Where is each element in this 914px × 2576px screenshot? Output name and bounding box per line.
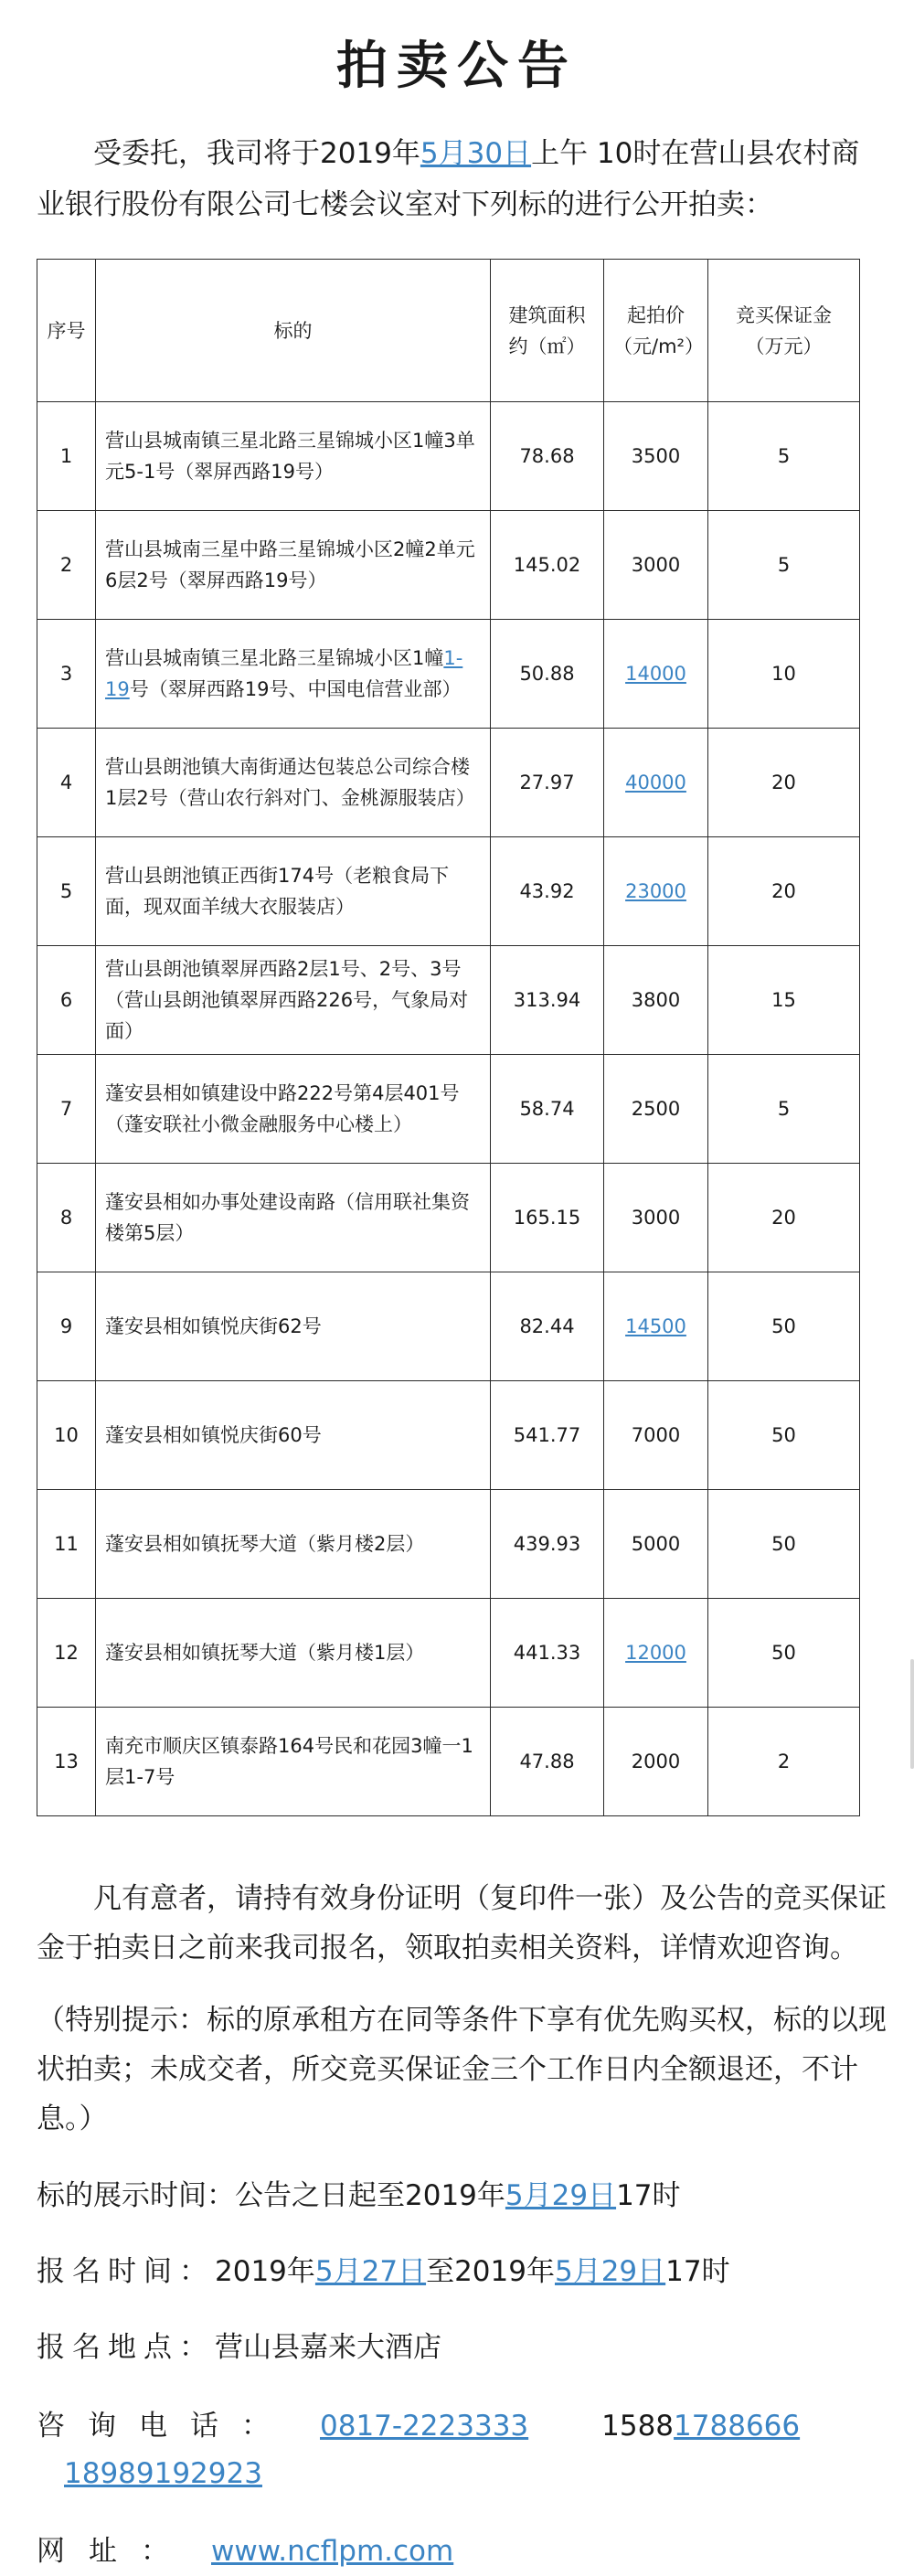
cell-item: 蓬安县相如镇建设中路222号第4层401号（蓬安联社小微金融服务中心楼上） bbox=[96, 1055, 491, 1164]
phone-link-3[interactable]: 18989192923 bbox=[64, 2457, 262, 2490]
table-row bbox=[37, 1164, 860, 1272]
cell-item-pre: 营山县城南镇三星北路三星锦城小区1幢 bbox=[105, 647, 444, 669]
cell-area: 145.02 bbox=[491, 511, 604, 620]
cell-deposit: 50 bbox=[708, 1272, 860, 1381]
cell-item: 营山县城南镇三星北路三星锦城小区1幢3单元5-1号（翠屏西路19号） bbox=[96, 402, 491, 511]
intro-prefix: 受委托，我司将于2019年 bbox=[93, 137, 420, 170]
intro-paragraph bbox=[37, 128, 887, 230]
table-row bbox=[37, 1599, 860, 1708]
website-label: 网址： bbox=[37, 2535, 193, 2568]
table-row bbox=[37, 1272, 860, 1381]
phone-label: 咨询电话： bbox=[37, 2410, 292, 2443]
price-link[interactable]: 14000 bbox=[625, 663, 686, 685]
display-date-link[interactable]: 5月29日 bbox=[505, 2179, 617, 2212]
phone-link-2[interactable]: 1788666 bbox=[674, 2410, 801, 2443]
table-row bbox=[37, 1708, 860, 1816]
price-link[interactable]: 23000 bbox=[625, 880, 686, 902]
table-row bbox=[37, 402, 860, 511]
cell-price bbox=[604, 1599, 708, 1708]
cell-price: 2000 bbox=[604, 1708, 708, 1816]
cell-no: 7 bbox=[37, 1055, 96, 1164]
cell-price: 3500 bbox=[604, 402, 708, 511]
cell-area: 165.15 bbox=[491, 1164, 604, 1272]
phone-2-prefix: 1588 bbox=[601, 2410, 675, 2443]
cell-area: 50.88 bbox=[491, 620, 604, 729]
cell-item: 营山县城南三星中路三星锦城小区2幢2单元6层2号（翠屏西路19号） bbox=[96, 511, 491, 620]
cell-item-post: 号（翠屏西路19号、中国电信营业部） bbox=[129, 678, 462, 700]
cell-price: 3000 bbox=[604, 1164, 708, 1272]
cell-item: 营山县朗池镇翠屏西路2层1号、2号、3号（营山县朗池镇翠屏西路226号，气象局对面） bbox=[96, 946, 491, 1055]
cell-deposit: 20 bbox=[708, 1164, 860, 1272]
cell-area: 78.68 bbox=[491, 402, 604, 511]
table-row bbox=[37, 1055, 860, 1164]
notice-paragraph: 凡有意者，请持有效身份证明（复印件一张）及公告的竞买保证金于拍卖日之前来我司报名，领取拍卖相关资料，详情欢迎咨询。 bbox=[37, 1882, 887, 1964]
cell-deposit: 5 bbox=[708, 1055, 860, 1164]
registration-time-label: 报名时间： bbox=[37, 2255, 215, 2288]
cell-area: 82.44 bbox=[491, 1272, 604, 1381]
cell-no: 2 bbox=[37, 511, 96, 620]
cell-price bbox=[604, 837, 708, 946]
cell-area: 541.77 bbox=[491, 1381, 604, 1490]
cell-price bbox=[604, 1272, 708, 1381]
registration-place-line bbox=[37, 2323, 887, 2372]
cell-area: 47.88 bbox=[491, 1708, 604, 1816]
cell-item: 营山县朗池镇大南街通达包装总公司综合楼1层2号（营山农行斜对门、金桃源服装店） bbox=[96, 729, 491, 837]
cell-no: 4 bbox=[37, 729, 96, 837]
cell-deposit: 20 bbox=[708, 729, 860, 837]
table-row bbox=[37, 837, 860, 946]
auction-date-link[interactable]: 5月30日 bbox=[420, 137, 532, 170]
cell-price bbox=[604, 620, 708, 729]
cell-price: 3800 bbox=[604, 946, 708, 1055]
website-link[interactable]: www.ncflpm.com bbox=[211, 2535, 454, 2568]
display-time-line bbox=[37, 2171, 887, 2220]
auction-items-table bbox=[37, 259, 860, 1816]
cell-deposit: 10 bbox=[708, 620, 860, 729]
cell-item: 蓬安县相如镇悦庆街60号 bbox=[96, 1381, 491, 1490]
table-row bbox=[37, 1490, 860, 1599]
header-deposit: 竞买保证金 （万元） bbox=[708, 260, 860, 402]
cell-no: 11 bbox=[37, 1490, 96, 1599]
cell-item: 蓬安县相如镇悦庆街62号 bbox=[96, 1272, 491, 1381]
cell-price: 5000 bbox=[604, 1490, 708, 1599]
cell-deposit: 5 bbox=[708, 511, 860, 620]
page-title: 拍卖公告 bbox=[336, 37, 578, 96]
price-link[interactable]: 12000 bbox=[625, 1642, 686, 1664]
phone-line bbox=[37, 2402, 887, 2497]
cell-no: 13 bbox=[37, 1708, 96, 1816]
registration-place-label: 报名地点： bbox=[37, 2331, 215, 2364]
table-row bbox=[37, 729, 860, 837]
cell-price: 2500 bbox=[604, 1055, 708, 1164]
cell-no: 12 bbox=[37, 1599, 96, 1708]
registration-start-date-link[interactable]: 5月27日 bbox=[314, 2255, 427, 2288]
cell-no: 3 bbox=[37, 620, 96, 729]
table-row bbox=[37, 1381, 860, 1490]
cell-item: 蓬安县相如镇抚琴大道（紫月楼1层） bbox=[96, 1599, 491, 1708]
registration-time-suffix: 17时 bbox=[665, 2255, 730, 2288]
cell-deposit: 5 bbox=[708, 402, 860, 511]
special-tip-paragraph: （特别提示：标的原承租方在同等条件下享有优先购买权，标的以现状拍卖；未成交者，所交竞买保证金三个工作日内全额退还，不计息。） bbox=[37, 2004, 887, 2135]
cell-item: 蓬安县相如镇抚琴大道（紫月楼2层） bbox=[96, 1490, 491, 1599]
cell-no: 10 bbox=[37, 1381, 96, 1490]
registration-mid: 至2019年 bbox=[426, 2255, 555, 2288]
cell-item bbox=[96, 620, 491, 729]
header-no: 序号 bbox=[37, 260, 96, 402]
cell-price bbox=[604, 729, 708, 837]
header-area: 建筑面积约（㎡） bbox=[491, 260, 604, 402]
cell-no: 6 bbox=[37, 946, 96, 1055]
cell-area: 58.74 bbox=[491, 1055, 604, 1164]
cell-item: 营山县朗池镇正西街174号（老粮食局下面，现双面羊绒大衣服装店） bbox=[96, 837, 491, 946]
cell-deposit: 50 bbox=[708, 1490, 860, 1599]
registration-place-value: 营山县嘉来大酒店 bbox=[215, 2331, 441, 2364]
header-item: 标的 bbox=[96, 260, 491, 402]
cell-area: 441.33 bbox=[491, 1599, 604, 1708]
cell-no: 9 bbox=[37, 1272, 96, 1381]
table-row bbox=[37, 620, 860, 729]
display-time-suffix: 17时 bbox=[616, 2179, 681, 2212]
registration-time-line bbox=[37, 2247, 887, 2296]
phone-link-1[interactable]: 0817-2223333 bbox=[320, 2410, 529, 2443]
cell-item: 蓬安县相如办事处建设南路（信用联社集资楼第5层） bbox=[96, 1164, 491, 1272]
cell-price: 7000 bbox=[604, 1381, 708, 1490]
header-price: 起拍价（元/m²） bbox=[604, 260, 708, 402]
cell-area: 439.93 bbox=[491, 1490, 604, 1599]
cell-no: 5 bbox=[37, 837, 96, 946]
cell-deposit: 2 bbox=[708, 1708, 860, 1816]
cell-deposit: 50 bbox=[708, 1381, 860, 1490]
registration-end-date-link[interactable]: 5月29日 bbox=[554, 2255, 666, 2288]
cell-no: 1 bbox=[37, 402, 96, 511]
cell-area: 27.97 bbox=[491, 729, 604, 837]
cell-no: 8 bbox=[37, 1164, 96, 1272]
cell-price: 3000 bbox=[604, 511, 708, 620]
table-row bbox=[37, 511, 860, 620]
cell-item: 南充市顺庆区镇泰路164号民和花园3幢一1层1-7号 bbox=[96, 1708, 491, 1816]
cell-area: 313.94 bbox=[491, 946, 604, 1055]
table-row bbox=[37, 946, 860, 1055]
cell-deposit: 20 bbox=[708, 837, 860, 946]
room-range-link[interactable]: 1-19 bbox=[105, 647, 463, 700]
registration-year: 2019年 bbox=[215, 2255, 315, 2288]
cell-area: 43.92 bbox=[491, 837, 604, 946]
price-link[interactable]: 14500 bbox=[625, 1315, 686, 1337]
price-link[interactable]: 40000 bbox=[625, 772, 686, 793]
website-line bbox=[37, 2527, 887, 2576]
cell-deposit: 50 bbox=[708, 1599, 860, 1708]
cell-deposit: 15 bbox=[708, 946, 860, 1055]
table-header-row bbox=[37, 260, 860, 402]
display-time-label: 标的展示时间：公告之日起至2019年 bbox=[37, 2179, 505, 2212]
scrollbar-thumb[interactable] bbox=[910, 1659, 914, 1769]
intro-suffix: 上午 10时在营山县农村商业银行股份有限公司七楼会议室对下列标的进行公开拍卖： bbox=[37, 137, 860, 221]
